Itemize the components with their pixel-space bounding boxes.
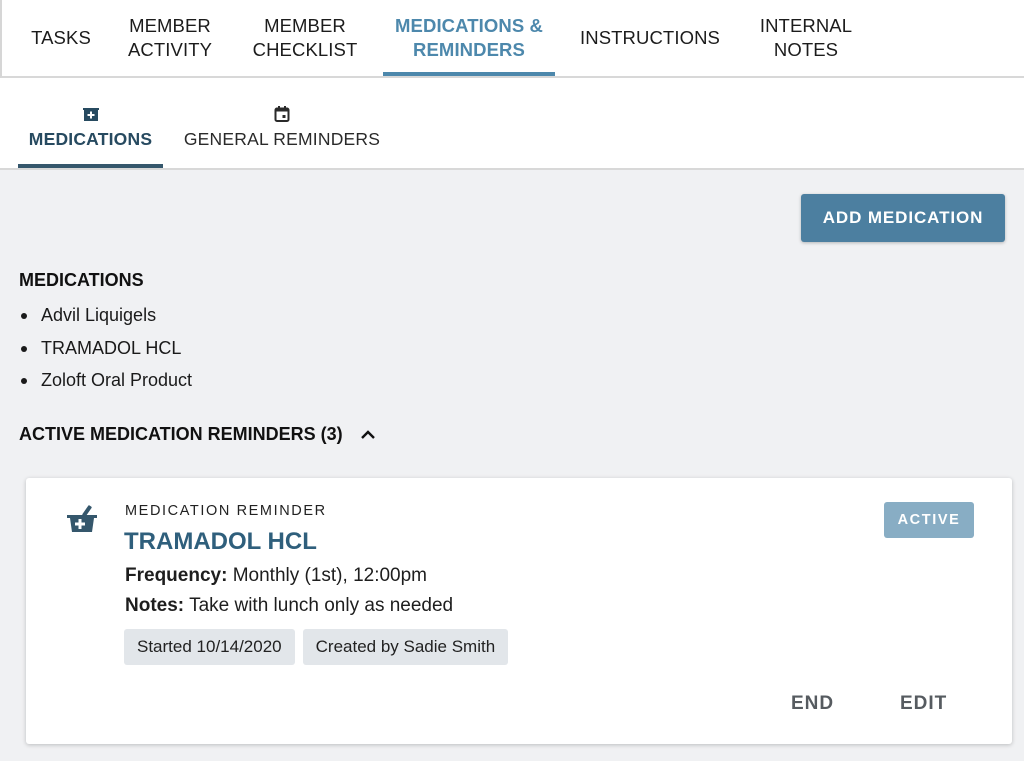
tab-medications-reminders[interactable] [383,0,555,76]
tab-label: INSTRUCTIONS [580,27,720,48]
active-reminders-heading [19,424,377,445]
secondary-tab-bar [0,78,1024,170]
reminder-type-label: MEDICATION REMINDER [125,503,327,519]
edit-button[interactable]: EDIT [900,693,948,714]
add-medication-button[interactable]: ADD MEDICATION [801,194,1005,242]
medications-heading: MEDICATIONS [19,270,144,290]
tab-label: MEMBER CHECKLIST [252,15,358,60]
tab-instructions[interactable] [572,0,728,76]
tab-internal-notes[interactable] [746,0,866,76]
list-item: Advil Liquigels [19,301,192,334]
medication-icon [82,105,100,123]
subtab-label: MEDICATIONS [28,129,153,149]
frequency-label: Frequency: [125,565,228,586]
calendar-icon [273,105,291,123]
tab-member-activity[interactable] [114,0,226,76]
active-reminders-title: ACTIVE MEDICATION REMINDERS (3) [19,424,343,444]
notes-row [125,595,453,617]
subtab-general-reminders[interactable] [183,78,381,168]
status-badge: ACTIVE [884,502,974,538]
created-by-chip: Created by Sadie Smith [303,629,509,665]
tab-label: MEMBER ACTIVITY [127,15,213,60]
medications-list [19,301,192,399]
tab-tasks[interactable] [14,0,108,76]
subtab-label: GENERAL REMINDERS [183,129,381,149]
list-item: TRAMADOL HCL [19,334,192,367]
mortar-pestle-icon [65,502,99,536]
notes-value: Take with lunch only as needed [189,595,454,616]
frequency-value: Monthly (1st), 12:00pm [232,565,428,586]
tab-label: INTERNAL NOTES [759,15,853,60]
primary-tab-bar [0,0,1024,78]
reminder-meta-chips [124,629,508,665]
frequency-row [125,565,427,587]
tab-label: MEDICATIONS & REMINDERS [395,15,543,60]
end-button[interactable]: END [791,693,835,714]
list-item: Zoloft Oral Product [19,366,192,399]
subtab-medications[interactable] [18,78,163,168]
chevron-up-icon[interactable] [359,426,377,444]
notes-label: Notes: [125,595,185,616]
medication-reminder-card [26,478,1012,744]
drug-name: TRAMADOL HCL [124,528,317,555]
tab-label: TASKS [31,27,91,48]
started-date-chip: Started 10/14/2020 [124,629,295,665]
tab-member-checklist[interactable] [238,0,372,76]
